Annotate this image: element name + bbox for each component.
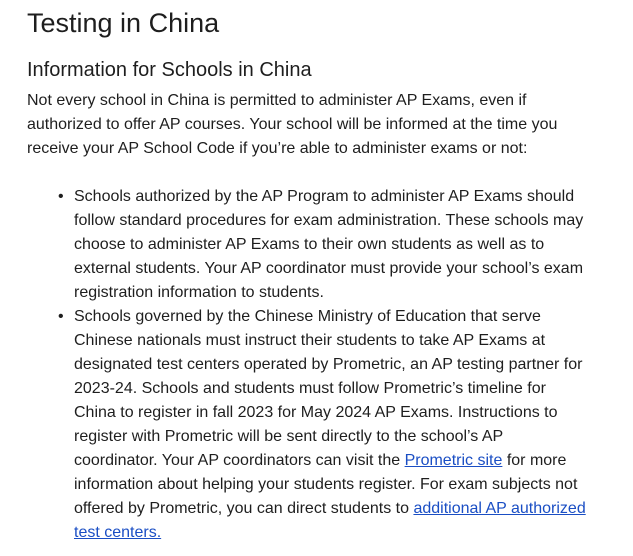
bullet-icon: • — [58, 188, 64, 205]
bullet-icon: • — [58, 308, 64, 325]
intro-paragraph: Not every school in China is permitted to administer AP Exams, even if authorized to offer AP courses. Your school will be informed at the time you receive your AP School Code if you’re able to administer exams or not: — [27, 92, 558, 157]
list-item-text-part2: for more information about helping your students register. For exam subjects not offered by Prometric, you can direct students to — [74, 452, 578, 517]
bullet-list — [27, 185, 587, 545]
section-heading: Information for Schools in China — [27, 59, 312, 81]
list-item-text-part1: Schools governed by the Chinese Ministry of Education that serve Chinese nationals must instruct their students to take AP Exams at designated test centers operated by Prometric, an AP testing partner for 2023-24. Schools and students must follow Prometric’s timeline for China to register in fall 2023 for May 2024 AP Exams. Instructions to register with Prometric will be sent directly to the school’s AP coordinator. Your AP coordinators can visit the — [74, 308, 583, 469]
content-area — [27, 0, 587, 545]
test-centers-link[interactable]: additional AP authorized test centers. — [74, 500, 586, 541]
prometric-site-link[interactable]: Prometric site — [404, 452, 503, 469]
list-item-authorized-schools — [58, 185, 587, 305]
list-item-text: Schools authorized by the AP Program to administer AP Exams should follow standard procedures for exam administration. These schools may choose to administer AP Exams to their own students as well as to external students. Your AP coordinator must provide your school’s exam registration information to students. — [74, 188, 584, 301]
page-title: Testing in China — [27, 8, 220, 38]
list-item-ministry-schools — [58, 305, 587, 545]
